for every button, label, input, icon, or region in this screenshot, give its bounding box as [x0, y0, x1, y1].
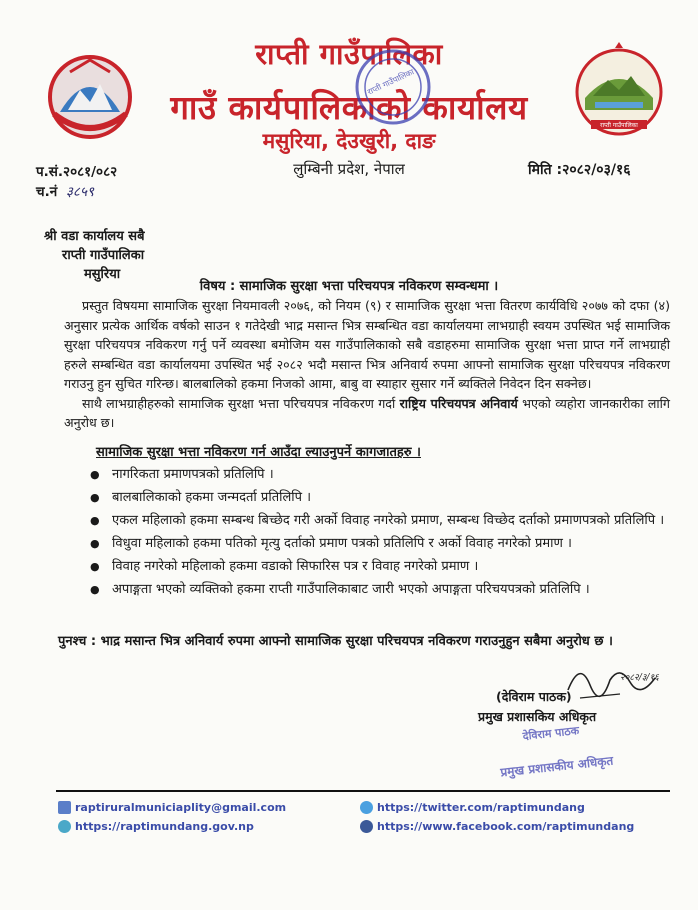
- documents-list: [90, 466, 675, 604]
- right-logo-text: राप्ती गाउँपालिका: [600, 122, 638, 129]
- list-item: ● बालबालिकाको हकमा जन्मदर्ता प्रतिलिपि ।: [90, 489, 675, 507]
- office-stamp-seal: [338, 42, 448, 142]
- footer-divider: [56, 790, 670, 792]
- body-para2-start: साथै लाभग्राहीहरुको सामाजिक सुरक्षा भत्ता परिचयपत्र नविकरण गर्दा: [82, 395, 400, 411]
- office-title-line2: गाउँ कार्यपालिकाको कार्यालय: [170, 88, 528, 127]
- body-para2: [64, 394, 670, 433]
- addressee-line1: श्री वडा कार्यालय सबै: [44, 229, 145, 244]
- stamp-seal-text: राप्ती गाउँपालिका: [365, 67, 416, 97]
- footer-website[interactable]: [58, 820, 254, 833]
- list-item: ● नागरिकता प्रमाणपत्रको प्रतिलिपि ।: [90, 466, 675, 484]
- signatory-title: प्रमुख प्रशासकिय अधिकृत: [478, 709, 597, 724]
- twitter-icon: [360, 801, 373, 814]
- signature-date: २०८२/३/१६: [620, 673, 659, 683]
- addressee-line2: राप्ती गाउँपालिका: [62, 248, 145, 263]
- footer-facebook-text[interactable]: https://www.facebook.com/raptimundang: [377, 820, 635, 833]
- footer-email-text[interactable]: raptiruralmuniciaplity@gmail.com: [75, 801, 287, 814]
- office-title-line1: राप्ती गाउँपालिका: [255, 37, 443, 71]
- documents-heading: सामाजिक सुरक्षा भत्ता नविकरण गर्न आउँदा ल्याउनुपर्ने कागजातहरु ।: [96, 445, 421, 460]
- body-para2-end: भएको व्यहोरा जानकारीका लागि अनुरोध छ।: [64, 395, 670, 430]
- body-paragraph-1: [64, 296, 670, 433]
- postscript: पुनश्च : भाद्र मसान्त भित्र अनिवार्य रुपमा आफ्नो सामाजिक सुरक्षा परिचयपत्र नविकरण गराउनुहुन सबैमा अनुरोध छ ।: [58, 634, 613, 649]
- globe-icon: [58, 820, 71, 833]
- footer-twitter-text[interactable]: https://twitter.com/raptimundang: [377, 801, 585, 814]
- handwritten-signature: [560, 650, 670, 710]
- letter-subject: विषय : सामाजिक सुरक्षा भत्ता परिचयपत्र नविकरण सम्वन्धमा ।: [199, 279, 499, 294]
- list-item: ● एकल महिलाको हकमा सम्बन्ध बिच्छेद गरी अर्को विवाह नगरेको प्रमाण, सम्बन्ध विच्छेद दर्ताको प्रमाणपत्रको प्रतिलिपि ।: [90, 512, 675, 530]
- footer-facebook[interactable]: [360, 820, 634, 833]
- chalani-handwritten: ३८५९: [65, 184, 94, 200]
- letter-date: मिति :२०८२/०३/१६: [528, 162, 631, 178]
- patra-sankhya: प.सं.२०८१/०८२: [36, 164, 118, 180]
- office-province: लुम्बिनी प्रदेश, नेपाल: [293, 160, 405, 178]
- footer-email[interactable]: [58, 801, 286, 814]
- office-location: मसुरिया, देउखुरी, दाङ: [262, 129, 436, 153]
- chalani-number: [36, 182, 94, 200]
- email-icon: [58, 801, 71, 814]
- list-item: ● विवाह नगरेको महिलाको हकमा वडाको सिफारिस पत्र र विवाह नगरेको प्रमाण ।: [90, 558, 675, 576]
- stamp-name: देविराम पाठक: [522, 724, 580, 743]
- stamp-title: प्रमुख प्रशासकीय अधिकृत: [499, 753, 614, 780]
- body-para1-text: प्रस्तुत विषयमा सामाजिक सुरक्षा नियमावली २०७६, को नियम (९) र सामाजिक सुरक्षा भत्ता वितरण कार्यविधि २०७७ को दफा (४) अनुसार प्रत्येक आर्थिक वर्षको साउन १ गतेदेखी भाद्र मसान्त भित्र सम्बन्धित वडा कार्यालयमा लाभग्राही स्वयम उपस्थित भई सामाजिक सुरक्षा परिचयपत्र नविकरण गर्नु पर्ने व्यवस्था बमोजिम यस गाउँपालिकाको सबै वडाहरुमा सामाजिक सुरक्षा भत्ता प्राप्त गर्ने लाभग्राही हरुले सम्बन्धित वडा कार्यालयमा उपस्थित भई २०८२ भदौ मसान्त भित्र अनिवार्य रुपमा आफ्नो सामाजिक सुरक्षा परिचयपत्र नविकरण गराउनु हुन सुचित गरिन्छ। बालबालिको हकमा निजको आमा, बाबु वा स्याहार सुसार गर्ने ब्यक्तिले निवेदन दिन सक्नेछ।: [64, 298, 670, 391]
- addressee-line3: मसुरिया: [84, 267, 121, 282]
- officer-name-stamp: [494, 710, 666, 780]
- list-item: ● विधुवा महिलाको हकमा पतिको मृत्यु दर्ताको प्रमाण पत्रको प्रतिलिपि र अर्को विवाह नगरेको प्रमाण ।: [90, 535, 675, 553]
- body-para2-bold: राष्ट्रिय परिचयपत्र अनिवार्य: [399, 395, 518, 411]
- footer-twitter[interactable]: [360, 801, 585, 814]
- facebook-icon: [360, 820, 373, 833]
- chalani-label: च.नं: [36, 184, 58, 200]
- signatory-name: (देविराम पाठक): [496, 689, 572, 704]
- list-item: ● अपाङ्गता भएको व्यक्तिको हकमा राप्ती गाउँपालिकाबाट जारी भएको अपाङ्गता परिचयपत्रको प्रतिलिपि ।: [90, 581, 675, 599]
- footer-website-text[interactable]: https://raptimundang.gov.np: [75, 820, 254, 833]
